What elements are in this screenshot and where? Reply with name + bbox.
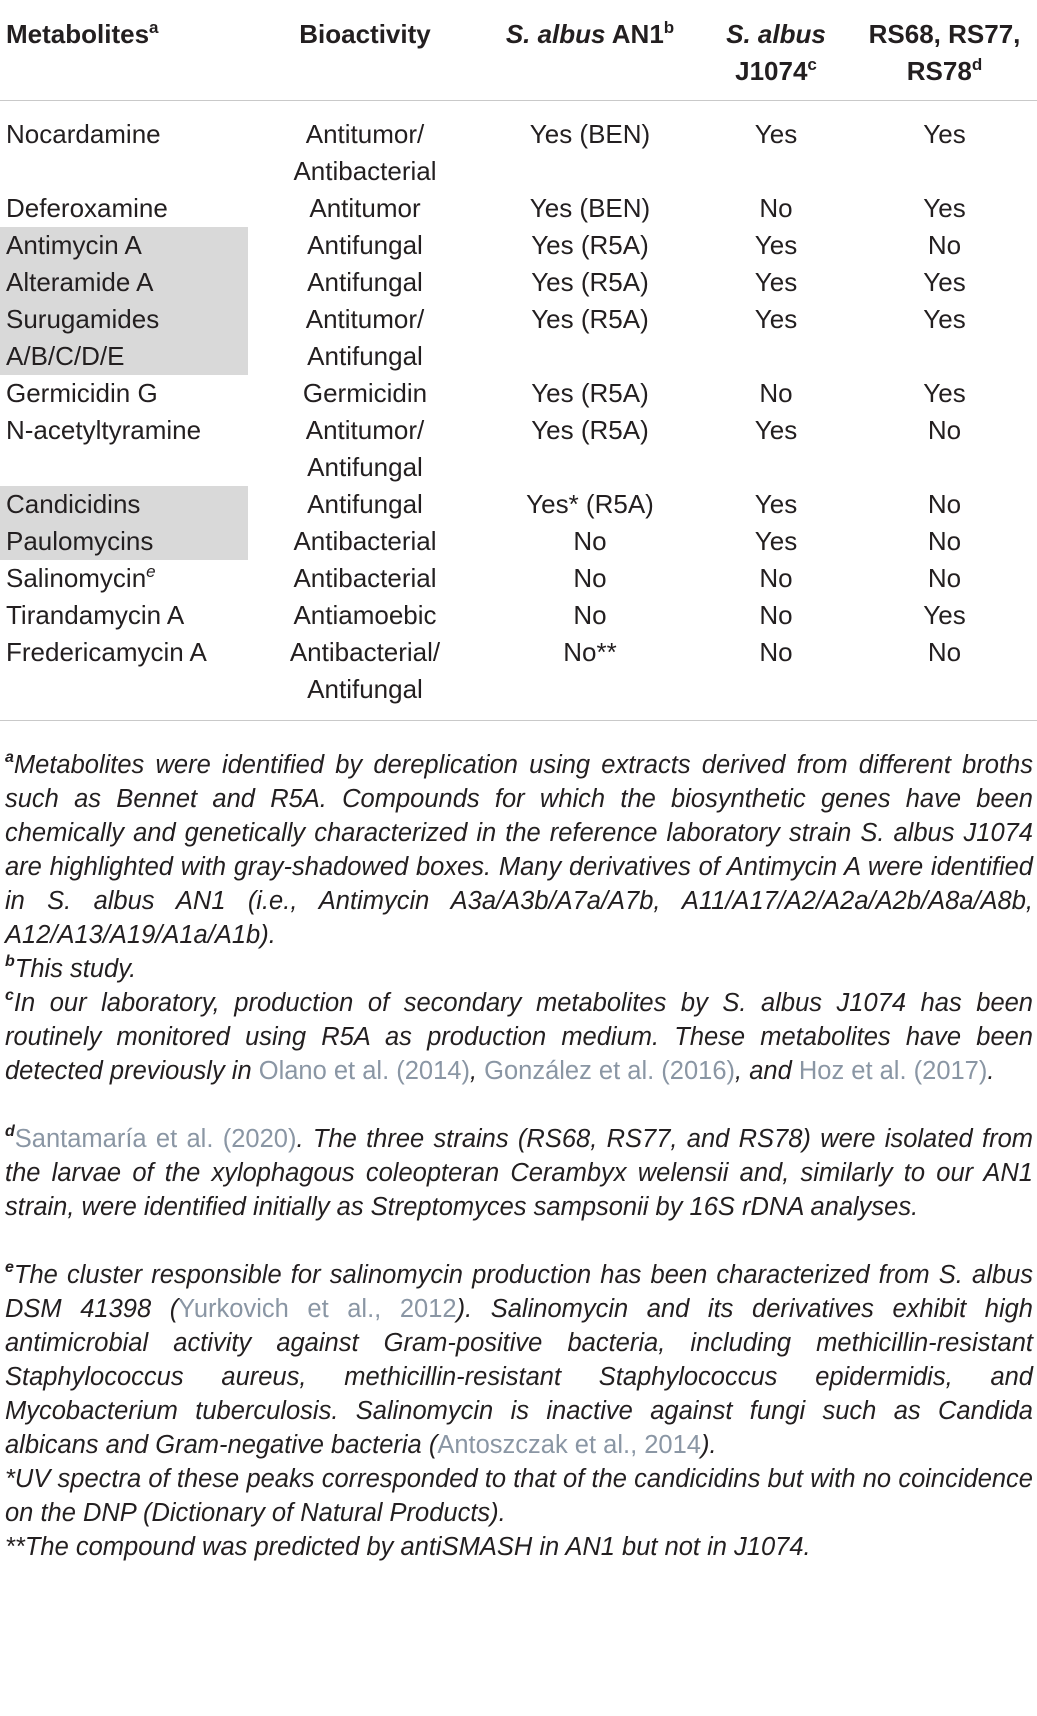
cell-j1074: Yes	[754, 230, 798, 260]
footnote-star: *UV spectra of these peaks corresponded to that of the candicidins but with no coincidence on the DNP (Dictionary of Natural Products).	[5, 1465, 1033, 1527]
reference-link[interactable]: Hoz et al. (2017)	[798, 1057, 988, 1085]
cell-j1074: Yes	[754, 304, 798, 334]
cell-metabolite: Tirandamycin A	[6, 600, 185, 630]
cell-an1: No	[573, 526, 607, 556]
cell-bioactivity: Antibacterial	[293, 526, 437, 556]
cell-metabolite: Germicidin G	[6, 378, 158, 408]
table-row	[0, 597, 1037, 634]
cell-j1074: No	[759, 193, 793, 223]
table-body	[0, 101, 1037, 721]
cell-metabolite: Antimycin A	[0, 227, 250, 264]
cell-metabolite: Candicidins	[0, 486, 250, 523]
table-row	[0, 375, 1037, 412]
reference-link[interactable]: Santamaría et al. (2020)	[14, 1125, 297, 1153]
cell-rs-strains: Yes	[923, 600, 966, 630]
reference-link[interactable]: González et al. (2016)	[484, 1057, 736, 1085]
header-metabolites: Metabolites$^a$	[6, 18, 159, 49]
cell-an1: Yes (R5A)	[531, 230, 649, 260]
table-row	[0, 101, 1037, 191]
cell-j1074: Yes	[754, 526, 798, 556]
table-row	[0, 634, 1037, 721]
cell-bioactivity: Antitumor/ Antibacterial	[293, 119, 437, 186]
table-row	[0, 412, 1037, 486]
cell-metabolite: Nocardamine	[6, 119, 161, 149]
footnote-d: $^d$Santamaría et al. (2020). The three strains (RS68, RS77, and RS78) were isolated from the larvae of the xylophagous coleopteran Cerambyx welensii and, similarly to our AN1 strain, were identified initially as Streptomyces sampsonii by 16S rDNA analyses.	[5, 1123, 1033, 1221]
cell-an1: Yes (R5A)	[531, 304, 649, 334]
cell-metabolite: N-acetyltyramine	[6, 415, 202, 445]
cell-j1074: No	[759, 600, 793, 630]
table-row	[0, 227, 1037, 264]
table-row	[0, 190, 1037, 227]
table-row	[0, 264, 1037, 301]
cell-bioactivity: Antitumor	[309, 193, 421, 223]
cell-bioactivity: Antifungal	[307, 489, 423, 519]
cell-rs-strains: No	[927, 230, 962, 260]
cell-rs-strains: Yes	[923, 119, 966, 149]
cell-metabolite: Paulomycins	[0, 523, 250, 560]
cell-bioactivity: Antibacterial	[293, 563, 437, 593]
cell-rs-strains: Yes	[923, 378, 966, 408]
cell-an1: No	[573, 563, 607, 593]
metabolites-table	[0, 0, 1037, 721]
cell-metabolite: Deferoxamine	[6, 193, 168, 223]
cell-an1: Yes (R5A)	[531, 267, 649, 297]
cell-an1: No	[573, 600, 607, 630]
cell-j1074: Yes	[754, 415, 798, 445]
cell-j1074: No	[759, 563, 793, 593]
cell-rs-strains: Yes	[923, 267, 966, 297]
header-bioactivity: Bioactivity	[299, 19, 431, 49]
table-row	[0, 560, 1037, 597]
reference-link[interactable]: Yurkovich et al., 2012	[178, 1295, 457, 1323]
cell-j1074: No	[759, 378, 793, 408]
cell-metabolite: Surugamides A/B/C/D/E	[0, 301, 250, 375]
cell-j1074: Yes	[754, 119, 798, 149]
cell-rs-strains: No	[927, 526, 962, 556]
cell-rs-strains: No	[927, 415, 962, 445]
cell-bioactivity: Antiamoebic	[293, 600, 437, 630]
footnote-e: $^e$The cluster responsible for salinomycin production has been characterized from S. albus DSM 41398 (Yurkovich et al., 2012). Salinomycin and its derivatives exhibit high antimicrobial activity against Gram-positive bacteria, including methicillin-resistant Staphylococcus aureus, methicillin-resistant Staphylococcus epidermidis, and Mycobacterium tuberculosis. Salinomycin is inactive against fungi such as Candida albicans and Gram-negative bacteria (Antoszczak et al., 2014).	[5, 1259, 1033, 1459]
header-s-albus-an1: S. albus AN1$^b$	[505, 18, 675, 49]
header-rs-strains: RS68, RS77, RS78$^d$	[868, 19, 1021, 86]
cell-bioactivity: Antibacterial/ Antifungal	[289, 637, 441, 704]
cell-metabolite: Salinomycin$^e$	[6, 562, 156, 593]
cell-rs-strains: No	[927, 563, 962, 593]
cell-an1: Yes (R5A)	[531, 378, 649, 408]
footnote-double-star: **The compound was predicted by antiSMASH in AN1 but not in J1074.	[5, 1533, 811, 1561]
cell-rs-strains: No	[927, 489, 962, 519]
cell-j1074: Yes	[754, 489, 798, 519]
footnote-b: $^b$This study.	[5, 953, 137, 983]
cell-bioactivity: Germicidin	[302, 378, 428, 408]
cell-j1074: Yes	[754, 267, 798, 297]
cell-rs-strains: Yes	[923, 193, 966, 223]
cell-an1: Yes (R5A)	[531, 415, 649, 445]
cell-an1: Yes* (R5A)	[526, 489, 654, 519]
cell-an1: Yes (BEN)	[529, 119, 651, 149]
cell-an1: No**	[563, 637, 617, 667]
cell-bioactivity: Antifungal	[307, 230, 423, 260]
cell-metabolite: Fredericamycin A	[6, 637, 207, 667]
cell-an1: Yes (BEN)	[529, 193, 651, 223]
cell-bioactivity: Antitumor/ Antifungal	[305, 415, 425, 482]
table-header-row	[0, 0, 1037, 101]
table-row	[0, 301, 1037, 375]
footnote-a: $^a$Metabolites were identified by dereplication using extracts derived from different broths such as Bennet and R5A. Compounds for which the biosynthetic genes have been chemically and genetically characterized in the reference laboratory strain S. albus J1074 are highlighted with gray-shadowed boxes. Many derivatives of Antimycin A were identified in S. albus AN1 (i.e., Antimycin A3a/A3b/A7a/A7b, A11/A17/A2/A2a/A2b/A8a/A8b, A12/A13/A19/A1a/A1b).	[5, 749, 1033, 949]
cell-bioactivity: Antifungal	[307, 267, 423, 297]
cell-j1074: No	[759, 637, 793, 667]
reference-link[interactable]: Antoszczak et al., 2014	[437, 1431, 701, 1459]
table-row	[0, 486, 1037, 523]
reference-link[interactable]: Olano et al. (2014)	[258, 1057, 470, 1085]
cell-bioactivity: Antitumor/ Antifungal	[305, 304, 425, 371]
table-row	[0, 523, 1037, 560]
cell-rs-strains: Yes	[923, 304, 966, 334]
cell-metabolite: Alteramide A	[0, 264, 250, 301]
header-s-albus-j1074: S. albus J1074$^c$	[726, 19, 826, 86]
footnote-c: $^c$In our laboratory, production of secondary metabolites by S. albus J1074 has been routinely monitored using R5A as production medium. These metabolites have been detected previously in Olano et al. (2014), González et al. (2016), and Hoz et al. (2017).	[5, 987, 1033, 1085]
cell-rs-strains: No	[927, 637, 962, 667]
